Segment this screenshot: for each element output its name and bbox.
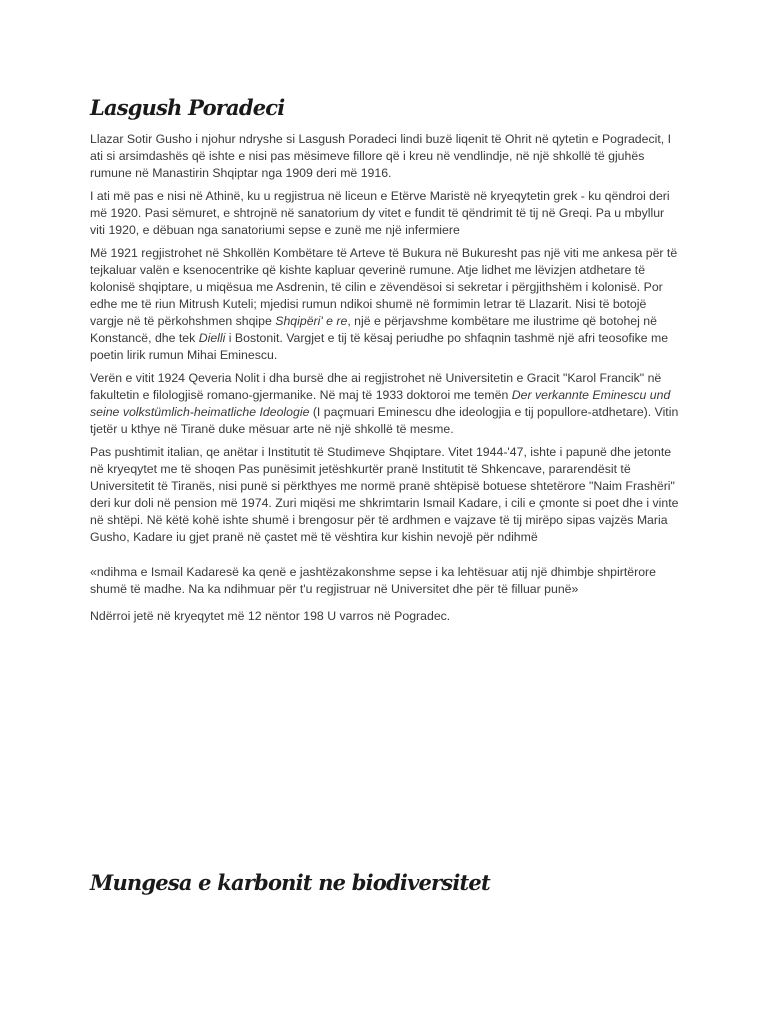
paragraph-athens (90, 188, 680, 239)
next-article-title: Mungesa e karbonit ne biodiversitet (90, 870, 490, 895)
paragraph-text: i Bostonit. Vargjet e tij të kësaj periudhe po shfaqnin tashmë një afri teosofike me poetin lirik rumun Mihai Eminescu. (90, 331, 669, 362)
paragraph-graz (90, 370, 680, 438)
article-title: Lasgush Poradeci (90, 95, 285, 120)
paragraph-bucharest (90, 245, 680, 364)
paragraph-death (90, 608, 680, 625)
paragraph-birth (90, 131, 680, 182)
paragraph-text: Më 1921 regjistrohet në Shkollën Kombëtare të Arteve të Bukura në Bukuresht pas një viti me ankesa për të tejkaluar valën e ksenocentrike që kishte kapluar qeverinë rumune. Atje lidhet me lëvizjen atdhetare të kolonisë shqiptare, u miqësua me Asdrenin, të cilin e zëvendësoi si sekretar i përgjithshëm i kolonisë. Por edhe me të riun Mitrush Kuteli; mjedisi rumun ndikoi shumë në formimin letrar të Llazarit. Nisi të botojë vargje në të përkohshmen shqipe (90, 246, 678, 328)
paragraph-text: (I paçmuari Eminescu dhe ideologjia e tij popullore-atdhetare). Vitin tjetër u kthye në Tiranë duke mësuar arte në një shkollë të mesme. (90, 405, 679, 436)
paragraph-text: Llazar Sotir Gusho i njohur ndryshe si Lasgush Poradeci lindi buzë liqenit të Ohrit në qytetin e Pogradecit, I ati si arsimdashës që ishte e nisi pas mësimeve fillore që i kreu në vendlindje, në një shkollë të gjuhës rumune në Manastirin Shqiptar nga 1909 deri më 1916. (90, 132, 672, 180)
publication-title-shqiperi-e-re: Shqipëri' e re (275, 314, 348, 328)
paragraph-tirana (90, 444, 680, 546)
dissertation-title: Der verkannte Eminescu und seine volkstümlich-heimatliche Ideologie (90, 388, 671, 419)
paragraph-text: I ati më pas e nisi në Athinë, ku u regjistrua në liceun e Etërve Maristë në kryeqytetin grek - ku qëndroi deri më 1920. Pasi sëmuret, e shtrojnë në sanatorium dy vitet e fundit të qëndrimit të tij në Greqi. Pa u mbyllur viti 1920, e dëbuan nga sanatoriumi sepse e zunë me një infermiere (90, 189, 670, 237)
paragraph-text: Verën e vitit 1924 Qeveria Nolit i dha bursë dhe ai regjistrohet në Universitetin e Gracit "Karol Francik" në fakultetin e filologjisë romano-gjermanike. Në maj të 1933 doktoroi me temën (90, 371, 662, 402)
paragraph-text: Pas pushtimit italian, qe anëtar i Institutit të Studimeve Shqiptare. Vitet 1944-'47, ishte i papunë dhe jetonte në kryeqytet me të shoqen Pas punësimit jetëshkurtër pranë Institutit të Shkencave, pararendësit të Universitetit të Tiranës, nisi punë si përkthyes me normë pranë shtëpisë botuese shtetërore "Naim Frashëri" deri kur doli në pension më 1974. Zuri miqësi me shkrimtarin Ismail Kadare, i cili e çmonte si poet dhe i vinte në shtëpi. Në këtë kohë ishte shumë i brengosur për të ardhmen e vajzave të tij mirëpo sipas vajzës Maria Gusho, Kadare iu gjet pranë në çastet më të vështira kur kishin nevojë për ndihmë (90, 445, 679, 544)
publication-title-dielli: Dielli (198, 331, 226, 345)
article-body (90, 131, 680, 631)
paragraph-text: Ndërroi jetë në kryeqytet më 12 nëntor 198 U varros në Pogradec. (90, 609, 451, 623)
quote-text: «ndihma e Ismail Kadaresë ka qenë e jashtëzakonshme sepse i ka lehtësuar atij një dhimbje shpirtërore shumë të madhe. Na ka ndihmuar për t'u regjistruar në Universitet dhe për të filluar punë» (90, 565, 656, 596)
quote-paragraph (90, 564, 680, 598)
paragraph-text: , një e përjavshme kombëtare me ilustrime që botohej në Konstancë, dhe tek (90, 314, 657, 345)
